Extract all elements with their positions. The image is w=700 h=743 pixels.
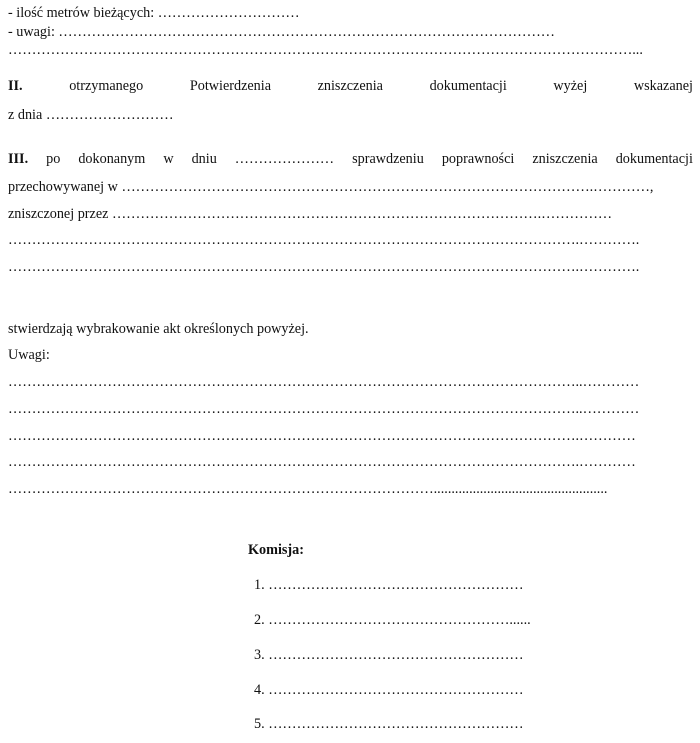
section-iii-word: dokonanym: [78, 151, 146, 167]
section-ii-paragraph: [8, 78, 693, 94]
remarks-line: - uwagi: ……………………………………………………………………………………………: [8, 24, 555, 40]
remarks-dotted-line: ………………………………………………………………………………………………………….…………: [8, 454, 636, 470]
commission-member-signature-line: 3. ………………………………………………: [254, 647, 524, 663]
section-ii-word: wskazanej: [633, 78, 693, 94]
remarks-dotted-line: ……………………………………………………………………………….................................................: [8, 481, 608, 497]
section-ii-date-line: z dnia ………………………: [8, 107, 174, 123]
section-iii-paragraph: [8, 151, 693, 167]
remarks-dotted-line: …………………………………………………………………………………………………………..…………: [8, 374, 640, 390]
section-iii-number: III.: [8, 151, 29, 167]
section-iii-word: poprawności: [441, 151, 515, 167]
destroyed-by-line: zniszczonej przez ……………………………………………………………………………….……………: [8, 206, 613, 222]
section-ii-number: II.: [8, 78, 23, 94]
section-ii-word: otrzymanego: [69, 78, 144, 94]
commission-member-signature-line: 4. ………………………………………………: [254, 682, 524, 698]
section-ii-word: wyżej: [553, 78, 588, 94]
commission-member-signature-line: 2. ……………………………………………......: [254, 612, 531, 628]
section-iii-word: w: [163, 151, 174, 167]
remarks-dotted-line: ………………………………………………………………………………………………………….…………: [8, 428, 636, 444]
dotted-fill-line: ………………………………………………………………………………………………………….………….: [8, 232, 640, 248]
section-iii-word: zniszczenia: [532, 151, 598, 167]
confirmation-statement: stwierdzają wybrakowanie akt określonych powyżej.: [8, 321, 309, 337]
remarks-continuation-line: ……………………………………………………………………………………………………………………...: [8, 42, 643, 58]
section-ii-word: dokumentacji: [429, 78, 507, 94]
section-iii-word: po: [46, 151, 61, 167]
commission-member-signature-line: 1. ………………………………………………: [254, 577, 524, 593]
section-iii-word: dniu: [191, 151, 217, 167]
commission-heading: Komisja:: [248, 542, 304, 558]
section-iii-word: dokumentacji: [615, 151, 693, 167]
section-iii-date-blank: …………………: [234, 151, 335, 167]
commission-member-signature-line: 5. ………………………………………………: [254, 716, 524, 732]
section-iii-word: sprawdzeniu: [352, 151, 424, 167]
remarks-label: Uwagi:: [8, 347, 50, 363]
section-ii-word: zniszczenia: [317, 78, 383, 94]
remarks-dotted-line: …………………………………………………………………………………………………………..…………: [8, 401, 640, 417]
section-ii-word: Potwierdzenia: [189, 78, 271, 94]
stored-in-line: przechowywanej w ……………………………………………………………………………………….…………,: [8, 179, 654, 195]
meters-count-line: - ilość metrów bieżących: …………………………: [8, 5, 300, 21]
dotted-fill-line: ………………………………………………………………………………………………………….………….: [8, 259, 640, 275]
